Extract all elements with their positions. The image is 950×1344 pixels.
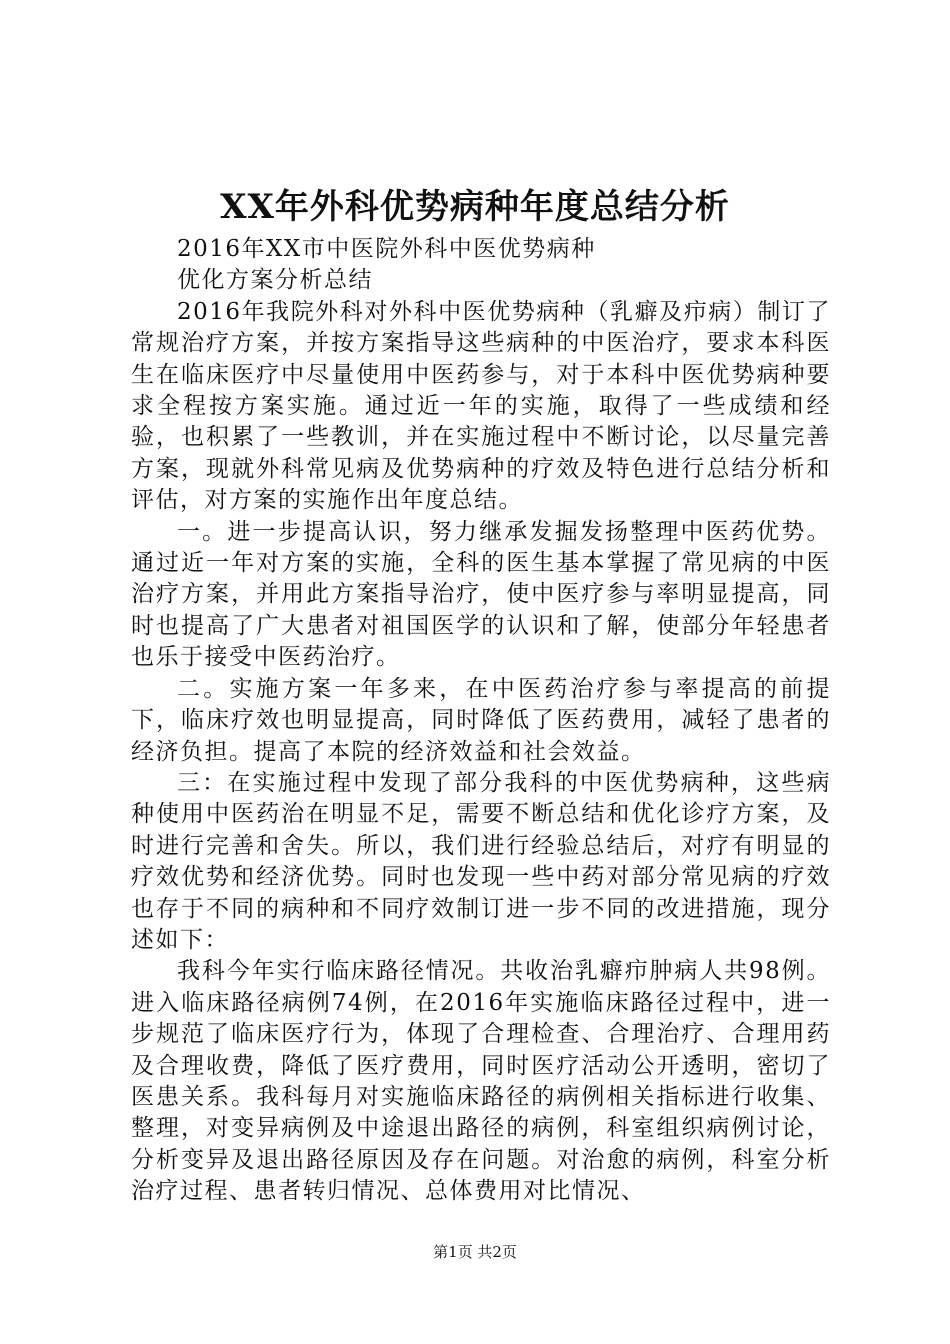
paragraph-point-3: 三：在实施过程中发现了部分我科的中医优势病种，这些病种使用中医药治在明显不足，需要不断总结和优化诊疗方案，及时进行完善和舍失。所以，我们进行经验总结后，对疗有明显的疗效优势和经济优势。同时也发现一些中药对部分常见病的疗效也存于不同的病种和不同疗效制订进一步不同的改进措施，现分述如下：	[131, 769, 831, 953]
page-number-footer: 第1页 共2页	[433, 1243, 517, 1261]
document-body	[131, 234, 831, 1208]
document-title: XX年外科优势病种年度总结分析	[220, 187, 730, 227]
paragraph-intro: 2016年我院外科对外科中医优势病种（乳癖及疖病）制订了常规治疗方案，并按方案指导这些病种的中医治疗，要求本科医生在临床医疗中尽量使用中医药参与，对于本科中医优势病种要求全程按方案实施。通过近一年的实施，取得了一些成绩和经验，也积累了一些教训，并在实施过程中不断讨论，以尽量完善方案，现就外科常见病及优势病种的疗效及特色进行总结分析和评估，对方案的实施作出年度总结。	[131, 298, 831, 514]
paragraph-point-1: 一。进一步提高认识，努力继承发掘发扬整理中医药优势。通过近一年对方案的实施，全科的医生基本掌握了常见病的中医治疗方案，并用此方案指导治疗，使中医疗参与率明显提高，同时也提高了广大患者对祖国医学的认识和了解，使部分年轻患者也乐于接受中医药治疗。	[131, 518, 831, 671]
paragraph-point-2: 二。实施方案一年多来，在中医药治疗参与率提高的前提下，临床疗效也明显提高，同时降低了医药费用，减轻了患者的经济负担。提高了本院的经济效益和社会效益。	[131, 675, 831, 765]
paragraph-clinical-pathway: 我科今年实行临床路径情况。共收治乳癖疖肿病人共98例。进入临床路径病例74例，在2016年实施临床路径过程中，进一步规范了临床医疗行为，体现了合理检查、合理治疗、合理用药及合理收费，降低了医疗费用，同时医疗活动公开透明，密切了医患关系。我科每月对实施临床路径的病例相关指标进行收集、整理，对变异病例及中途退出路径的病例，科室组织病例讨论，分析变异及退出路径原因及存在问题。对治愈的病例，科室分析治疗过程、患者转归情况、总体费用对比情况、	[131, 958, 831, 1205]
subtitle-line-2: 优化方案分析总结	[177, 267, 373, 294]
subtitle-line-1: 2016年XX市中医院外科中医优势病种	[177, 236, 596, 262]
